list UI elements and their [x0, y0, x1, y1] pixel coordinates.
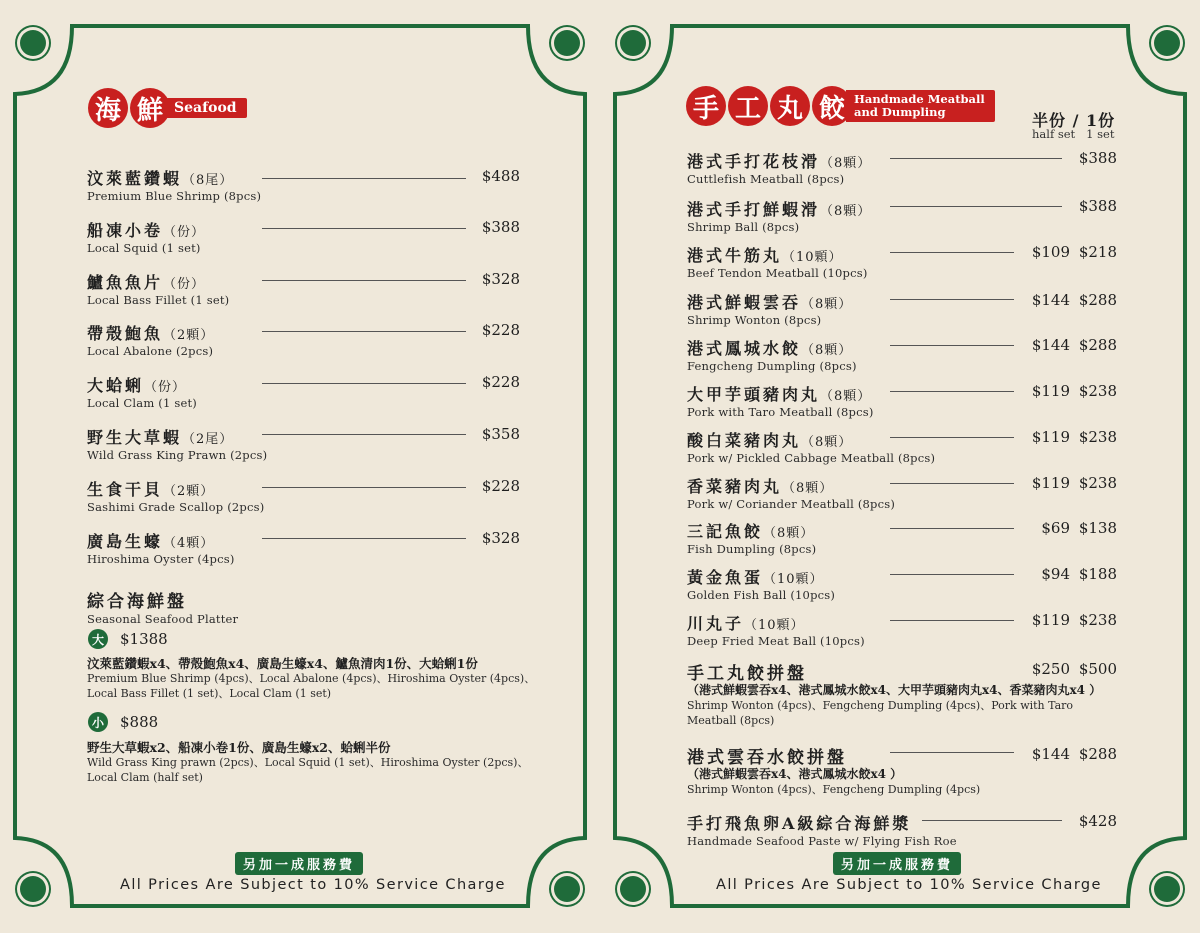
list-item: 酸白菜豬肉丸（8顆） Pork w/ Pickled Cabbage Meatball (8pcs) — [687, 431, 936, 465]
leader-line — [890, 206, 1062, 207]
item-price-full: $500 — [1078, 660, 1117, 678]
leader-line — [262, 538, 466, 539]
list-item: 川丸子（10顆） Deep Fried Meat Ball (10pcs) — [687, 614, 865, 648]
size-large-badge: 大 — [88, 629, 108, 649]
list-item: 港式手打花枝滑（8顆） Cuttlefish Meatball (8pcs) — [687, 152, 872, 186]
item-price-full: $238 — [1078, 611, 1117, 629]
list-item: 野生大草蝦（2尾） Wild Grass King Prawn (2pcs) — [87, 428, 268, 462]
list-item: 大甲芋頭豬肉丸（8顆） Pork with Taro Meatball (8pcs) — [687, 385, 874, 419]
list-item: 船凍小卷（份） Local Squid (1 set) — [87, 221, 206, 255]
leader-line — [890, 574, 1014, 575]
section-title-seafood — [88, 88, 247, 128]
platter-title: 綜合海鮮盤 — [87, 592, 187, 612]
list-item: 黃金魚蛋（10顆） Golden Fish Ball (10pcs) — [687, 568, 836, 602]
platter-small-desc: 野生大草蝦x2、船凍小卷1份、廣島生蠔x2、蛤蜊半份 Wild Grass King prawn (2pcs)、Local Squid (1 set)、Hiroshima Oyster (2pcs)、 Local Clam (half set) — [87, 740, 529, 784]
corner-dot — [620, 876, 646, 902]
leader-line — [890, 620, 1014, 621]
item-price-half: $119 — [1031, 382, 1070, 400]
platter-item — [87, 587, 238, 626]
leader-line — [890, 345, 1014, 346]
title-char: 海 — [88, 88, 128, 128]
platter-title-en: Seasonal Seafood Platter — [87, 612, 239, 626]
size-small-price: $888 — [120, 713, 159, 731]
service-charge-note: All Prices Are Subject to 10% Service Charge — [120, 877, 506, 893]
list-item: 香菜豬肉丸（8顆） Pork w/ Coriander Meatball (8pcs) — [687, 477, 896, 511]
item-price-half: $144 — [1031, 745, 1070, 763]
list-item: 港式鳳城水餃（8顆） Fengcheng Dumpling (8pcs) — [687, 339, 857, 373]
corner-dot — [620, 30, 646, 56]
leader-line — [890, 752, 1014, 753]
item-price: $358 — [481, 425, 520, 443]
service-charge-badge: 另加一成服務費 — [833, 852, 961, 875]
list-item: 廣島生蠔（4顆） Hiroshima Oyster (4pcs) — [87, 532, 235, 566]
list-item: 大蛤蜊（份） Local Clam (1 set) — [87, 376, 197, 410]
leader-line — [262, 228, 466, 229]
item-price-half: $250 — [1031, 660, 1070, 678]
item-price-half: $144 — [1031, 336, 1070, 354]
item-price-full: $218 — [1078, 243, 1117, 261]
section-title-en: Seafood — [164, 98, 247, 118]
leader-line — [890, 158, 1062, 159]
corner-dot — [1154, 876, 1180, 902]
list-item: 手打飛魚卵A級綜合海鮮漿 Handmade Seafood Paste w/ Flying Fish Roe — [687, 814, 957, 848]
leader-line — [262, 434, 466, 435]
item-price-half: $119 — [1031, 611, 1070, 629]
leader-line — [890, 483, 1014, 484]
portion-header-en: half set 1 set — [1032, 127, 1115, 141]
title-char: 丸 — [770, 86, 810, 126]
combo-desc: （港式鮮蝦雲吞x4、港式鳳城水餃x4 ） Shrimp Wonton (4pcs)、Fengcheng Dumpling (4pcs) — [687, 767, 981, 796]
corner-dot — [554, 876, 580, 902]
item-price-full: $388 — [1078, 149, 1117, 167]
list-item: 三記魚餃（8顆） Fish Dumpling (8pcs) — [687, 522, 817, 556]
item-price-half: $94 — [1041, 565, 1070, 583]
leader-line — [922, 820, 1062, 821]
leader-line — [262, 331, 466, 332]
corner-dot — [554, 30, 580, 56]
corner-dot — [20, 30, 46, 56]
title-char: 鮮 — [130, 88, 170, 128]
item-price-full: $288 — [1078, 336, 1117, 354]
list-item: 帶殼鮑魚（2顆） Local Abalone (2pcs) — [87, 324, 215, 358]
item-price-half: $119 — [1031, 428, 1070, 446]
item-price-full: $288 — [1078, 291, 1117, 309]
service-charge-note: All Prices Are Subject to 10% Service Charge — [716, 877, 1102, 893]
list-item: 生食干貝（2顆） Sashimi Grade Scallop (2pcs) — [87, 480, 265, 514]
item-price-full: $288 — [1078, 745, 1117, 763]
size-small-badge: 小 — [88, 712, 108, 732]
title-char: 手 — [686, 86, 726, 126]
item-price-full: $238 — [1078, 382, 1117, 400]
leader-line — [890, 391, 1014, 392]
item-price: $228 — [481, 373, 520, 391]
list-item: 港式鮮蝦雲吞（8顆） Shrimp Wonton (8pcs) — [687, 293, 853, 327]
item-price-full: $428 — [1078, 812, 1117, 830]
platter-large-desc: 汶萊藍鑽蝦x4、帶殼鮑魚x4、廣島生蠔x4、鱸魚清肉1份、大蛤蜊1份 Premium Blue Shrimp (4pcs)、Local Abalone (4pcs)、Hiroshima Oyster (4pcs)、 Local Bass Fillet (1 set)、Local Clam (1 set) — [87, 656, 536, 700]
title-char: 工 — [728, 86, 768, 126]
size-large-price: $1388 — [120, 630, 168, 648]
item-price-full: $188 — [1078, 565, 1117, 583]
leader-line — [890, 437, 1014, 438]
leader-line — [262, 487, 466, 488]
leader-line — [262, 383, 466, 384]
item-price-half: $119 — [1031, 474, 1070, 492]
section-title-meatball — [686, 86, 995, 126]
item-price: $388 — [481, 218, 520, 236]
item-price: $488 — [481, 167, 520, 185]
list-item: 港式牛筋丸（10顆） Beef Tendon Meatball (10pcs) — [687, 246, 868, 280]
meatball-page — [600, 0, 1200, 933]
leader-line — [262, 280, 466, 281]
leader-line — [890, 528, 1014, 529]
item-price: $328 — [481, 270, 520, 288]
corner-dot — [1154, 30, 1180, 56]
item-price-full: $138 — [1078, 519, 1117, 537]
leader-line — [890, 252, 1014, 253]
list-item: 汶萊藍鑽蝦（8尾） Premium Blue Shrimp (8pcs) — [87, 169, 262, 203]
section-title-en: Handmade Meatball and Dumpling — [846, 90, 995, 122]
item-price-half: $144 — [1031, 291, 1070, 309]
item-price: $228 — [481, 321, 520, 339]
list-item: 鱸魚魚片（份） Local Bass Fillet (1 set) — [87, 273, 230, 307]
item-price: $228 — [481, 477, 520, 495]
portion-header: 半份 / 1份 — [1032, 111, 1116, 130]
corner-dot — [20, 876, 46, 902]
item-price-half: $109 — [1031, 243, 1070, 261]
item-price-full: $238 — [1078, 428, 1117, 446]
item-price-full: $388 — [1078, 197, 1117, 215]
item-price-half: $69 — [1041, 519, 1070, 537]
service-charge-badge: 另加一成服務費 — [235, 852, 363, 875]
title-char: 餃 — [812, 86, 852, 126]
leader-line — [262, 178, 466, 179]
list-item: 港式手打鮮蝦滑（8顆） Shrimp Ball (8pcs) — [687, 200, 872, 234]
item-price-full: $238 — [1078, 474, 1117, 492]
combo-item: 手工丸餃拼盤 — [687, 664, 807, 684]
leader-line — [890, 299, 1014, 300]
combo-item: 港式雲吞水餃拼盤 — [687, 748, 847, 768]
combo-desc: （港式鮮蝦雲吞x4、港式鳳城水餃x4、大甲芋頭豬肉丸x4、香菜豬肉丸x4 ） Shrimp Wonton (4pcs)、Fengcheng Dumpling (4pcs)、Pork with Taro Meatball (8pcs) — [687, 683, 1102, 727]
item-price: $328 — [481, 529, 520, 547]
